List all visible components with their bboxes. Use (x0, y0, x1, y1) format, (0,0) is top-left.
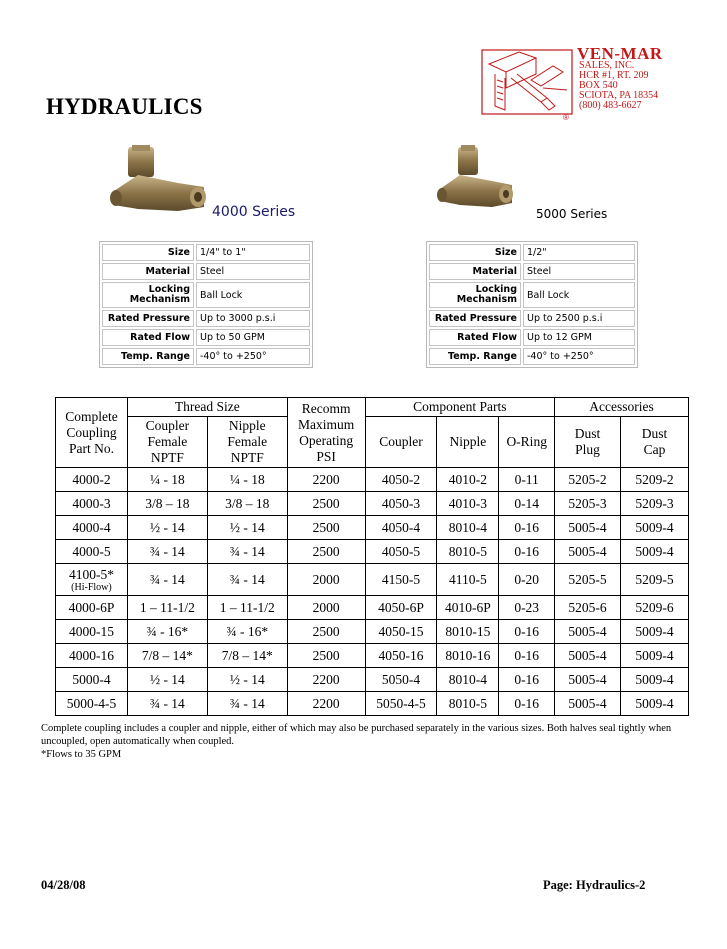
header-nipple: Nipple (437, 417, 499, 468)
oring-cell: 0-16 (499, 692, 555, 716)
coupler-thread-cell: ¾ - 14 (127, 540, 207, 564)
nipple-thread-cell: 1 – 11-1/2 (207, 596, 287, 620)
footer-date: 04/28/08 (41, 878, 86, 892)
spec-value: Ball Lock (196, 282, 310, 308)
spec-table-4000 (99, 241, 313, 368)
dust-cap-cell: 5209-3 (621, 492, 689, 516)
coupler-thread-cell: ¾ - 16* (127, 620, 207, 644)
nipple-part-cell: 8010-16 (437, 644, 499, 668)
spec-value: Steel (523, 263, 635, 280)
coupler-part-cell: 5050-4-5 (365, 692, 437, 716)
page-title: HYDRAULICS (46, 94, 203, 119)
dust-cap-cell: 5209-2 (621, 468, 689, 492)
table-row (56, 516, 689, 540)
table-row (56, 492, 689, 516)
header-accessories: Accessories (555, 398, 689, 417)
part-number: 4000-2 (72, 471, 111, 487)
dust-plug-cell: 5005-4 (555, 692, 621, 716)
oring-cell: 0-20 (499, 564, 555, 596)
logo-line-2: HCR #1, RT. 209 (579, 70, 649, 81)
table-subheader-row (56, 417, 689, 468)
nipple-thread-cell: 7/8 – 14* (207, 644, 287, 668)
header-coupler-female: Coupler Female NPTF (127, 417, 207, 468)
dust-cap-cell: 5009-4 (621, 644, 689, 668)
dust-plug-cell: 5005-4 (555, 620, 621, 644)
dust-cap-cell: 5009-4 (621, 620, 689, 644)
nipple-part-cell: 4010-6P (437, 596, 499, 620)
nipple-thread-cell: ¾ - 14 (207, 564, 287, 596)
series-5000-title: 5000 Series (536, 207, 608, 221)
dust-plug-cell: 5005-4 (555, 668, 621, 692)
header-dust-cap: Dust Cap (621, 417, 689, 468)
table-row (56, 668, 689, 692)
oring-cell: 0-16 (499, 540, 555, 564)
header-dust-plug: Dust Plug (555, 417, 621, 468)
spec-label: Rated Pressure (102, 310, 194, 327)
logo-line-5: (800) 483-6627 (579, 100, 642, 111)
spec-value: Steel (196, 263, 310, 280)
spec-value: Ball Lock (523, 282, 635, 308)
dust-plug-cell: 5205-2 (555, 468, 621, 492)
psi-cell: 2000 (287, 564, 365, 596)
dust-plug-cell: 5005-4 (555, 644, 621, 668)
dust-plug-cell: 5205-6 (555, 596, 621, 620)
header-coupler: Coupler (365, 417, 437, 468)
svg-text:®: ® (563, 113, 569, 122)
header-pressure: Recomm Maximum Operating PSI (287, 398, 365, 468)
spec-row (102, 329, 310, 346)
psi-cell: 2500 (287, 516, 365, 540)
nipple-part-cell: 8010-4 (437, 516, 499, 540)
footnote-text: Complete coupling includes a coupler and nipple, either of which may also be purchased separately in the various sizes. Both halves seal tightly when uncoupled, open automatically when coupled. (41, 723, 672, 747)
series-4000-title: 4000 Series (212, 204, 296, 220)
table-row (56, 596, 689, 620)
spec-row (429, 348, 635, 365)
spec-row (102, 244, 310, 261)
oring-cell: 0-11 (499, 468, 555, 492)
spec-row (429, 329, 635, 346)
footnote-flow-note: *Flows to 35 GPM (41, 749, 122, 760)
psi-cell: 2200 (287, 468, 365, 492)
spec-label: Locking Mechanism (429, 282, 521, 308)
part-number: 4000-3 (72, 495, 111, 511)
spec-row (102, 348, 310, 365)
spec-value: Up to 3000 p.s.i (196, 310, 310, 327)
part-number-cell (56, 668, 128, 692)
part-variant-note: (Hi-Flow) (71, 581, 112, 593)
part-number-cell (56, 468, 128, 492)
spec-label: Rated Pressure (429, 310, 521, 327)
part-number: 4000-15 (68, 623, 114, 639)
coupler-part-cell: 4150-5 (365, 564, 437, 596)
nipple-thread-cell: ¾ - 14 (207, 540, 287, 564)
coupler-thread-cell: ½ - 14 (127, 516, 207, 540)
part-number-cell (56, 540, 128, 564)
part-number-cell (56, 620, 128, 644)
oring-cell: 0-16 (499, 668, 555, 692)
psi-cell: 2500 (287, 620, 365, 644)
table-row (56, 564, 689, 596)
coupler-part-cell: 4050-2 (365, 468, 437, 492)
header-component-parts: Component Parts (365, 398, 554, 417)
spec-value: -40° to +250° (196, 348, 310, 365)
spec-label: Rated Flow (102, 329, 194, 346)
header-thread-size: Thread Size (127, 398, 287, 417)
part-number: 4000-4 (72, 519, 111, 535)
psi-cell: 2000 (287, 596, 365, 620)
part-number-cell (56, 644, 128, 668)
table-row (56, 620, 689, 644)
spec-row (102, 310, 310, 327)
part-number-cell (56, 692, 128, 716)
table-row (56, 468, 689, 492)
coupler-part-cell: 4050-15 (365, 620, 437, 644)
nipple-part-cell: 4110-5 (437, 564, 499, 596)
spec-table-5000 (426, 241, 638, 368)
table-header-row (56, 398, 689, 417)
part-number-cell (56, 564, 128, 596)
dust-cap-cell: 5009-4 (621, 692, 689, 716)
coupler-part-cell: 4050-3 (365, 492, 437, 516)
header-part-no: Complete Coupling Part No. (56, 398, 128, 468)
oring-cell: 0-14 (499, 492, 555, 516)
spec-value: Up to 50 GPM (196, 329, 310, 346)
coupler-part-cell: 4050-4 (365, 516, 437, 540)
coupler-part-cell: 4050-16 (365, 644, 437, 668)
spec-value: Up to 2500 p.s.i (523, 310, 635, 327)
spec-label: Locking Mechanism (102, 282, 194, 308)
oring-cell: 0-23 (499, 596, 555, 620)
table-row (56, 540, 689, 564)
nipple-part-cell: 8010-4 (437, 668, 499, 692)
coupler-part-cell: 4050-5 (365, 540, 437, 564)
header-oring: O-Ring (499, 417, 555, 468)
hydraulic-fitting-logo-icon (481, 44, 581, 124)
spec-label: Temp. Range (429, 348, 521, 365)
part-number: 5000-4 (72, 671, 111, 687)
part-number-cell (56, 492, 128, 516)
oring-cell: 0-16 (499, 644, 555, 668)
coupler-thread-cell: ¼ - 18 (127, 468, 207, 492)
table-row (56, 644, 689, 668)
spec-label: Material (102, 263, 194, 280)
nipple-thread-cell: ½ - 14 (207, 516, 287, 540)
spec-row (429, 310, 635, 327)
nipple-thread-cell: ¾ - 16* (207, 620, 287, 644)
coupler-thread-cell: ½ - 14 (127, 668, 207, 692)
dust-cap-cell: 5009-4 (621, 540, 689, 564)
oring-cell: 0-16 (499, 516, 555, 540)
spec-value: -40° to +250° (523, 348, 635, 365)
spec-row (429, 263, 635, 280)
logo-line-4: SCIOTA, PA 18354 (579, 90, 659, 101)
spec-row (429, 244, 635, 261)
coupler-thread-cell: ¾ - 14 (127, 692, 207, 716)
footer-page-label: Page: Hydraulics-2 (543, 878, 646, 892)
psi-cell: 2500 (287, 540, 365, 564)
nipple-thread-cell: ¼ - 18 (207, 468, 287, 492)
header-nipple-female: Nipple Female NPTF (207, 417, 287, 468)
dust-plug-cell: 5205-3 (555, 492, 621, 516)
psi-cell: 2500 (287, 644, 365, 668)
spec-value: Up to 12 GPM (523, 329, 635, 346)
psi-cell: 2200 (287, 692, 365, 716)
part-number: 4100-5* (68, 566, 114, 582)
part-number-cell (56, 596, 128, 620)
coupler-part-cell: 5050-4 (365, 668, 437, 692)
part-number: 5000-4-5 (66, 695, 117, 711)
spec-value: 1/4" to 1" (196, 244, 310, 261)
spec-value: 1/2" (523, 244, 635, 261)
logo-line-1: SALES, INC. (579, 60, 635, 71)
coupler-thread-cell: 1 – 11-1/2 (127, 596, 207, 620)
dust-plug-cell: 5005-4 (555, 540, 621, 564)
ven-mar-logo (481, 44, 693, 124)
coupler-thread-cell: ¾ - 14 (127, 564, 207, 596)
nipple-part-cell: 8010-15 (437, 620, 499, 644)
nipple-thread-cell: 3/8 – 18 (207, 492, 287, 516)
psi-cell: 2500 (287, 492, 365, 516)
spec-label: Size (429, 244, 521, 261)
dust-cap-cell: 5209-5 (621, 564, 689, 596)
nipple-thread-cell: ¾ - 14 (207, 692, 287, 716)
part-number: 4000-5 (72, 543, 111, 559)
spec-row (102, 263, 310, 280)
dust-plug-cell: 5205-5 (555, 564, 621, 596)
spec-row (102, 282, 310, 308)
part-number-cell (56, 516, 128, 540)
nipple-part-cell: 8010-5 (437, 540, 499, 564)
dust-cap-cell: 5009-4 (621, 516, 689, 540)
spec-label: Temp. Range (102, 348, 194, 365)
footnote (41, 722, 691, 761)
logo-line-3: BOX 540 (579, 80, 618, 91)
logo-company-name: VEN-MAR (577, 44, 663, 63)
oring-cell: 0-16 (499, 620, 555, 644)
coupler-part-cell: 4050-6P (365, 596, 437, 620)
nipple-part-cell: 8010-5 (437, 692, 499, 716)
table-row (56, 692, 689, 716)
nipple-part-cell: 4010-3 (437, 492, 499, 516)
dust-plug-cell: 5005-4 (555, 516, 621, 540)
spec-label: Material (429, 263, 521, 280)
4000-series-coupling-image (108, 145, 212, 217)
coupler-thread-cell: 7/8 – 14* (127, 644, 207, 668)
coupler-thread-cell: 3/8 – 18 (127, 492, 207, 516)
dust-cap-cell: 5209-6 (621, 596, 689, 620)
nipple-thread-cell: ½ - 14 (207, 668, 287, 692)
nipple-part-cell: 4010-2 (437, 468, 499, 492)
spec-row (429, 282, 635, 308)
5000-series-coupling-image (436, 145, 516, 213)
psi-cell: 2200 (287, 668, 365, 692)
spec-label: Rated Flow (429, 329, 521, 346)
dust-cap-cell: 5009-4 (621, 668, 689, 692)
part-number: 4000-16 (68, 647, 114, 663)
part-number: 4000-6P (68, 599, 115, 615)
parts-table (55, 397, 689, 716)
spec-label: Size (102, 244, 194, 261)
